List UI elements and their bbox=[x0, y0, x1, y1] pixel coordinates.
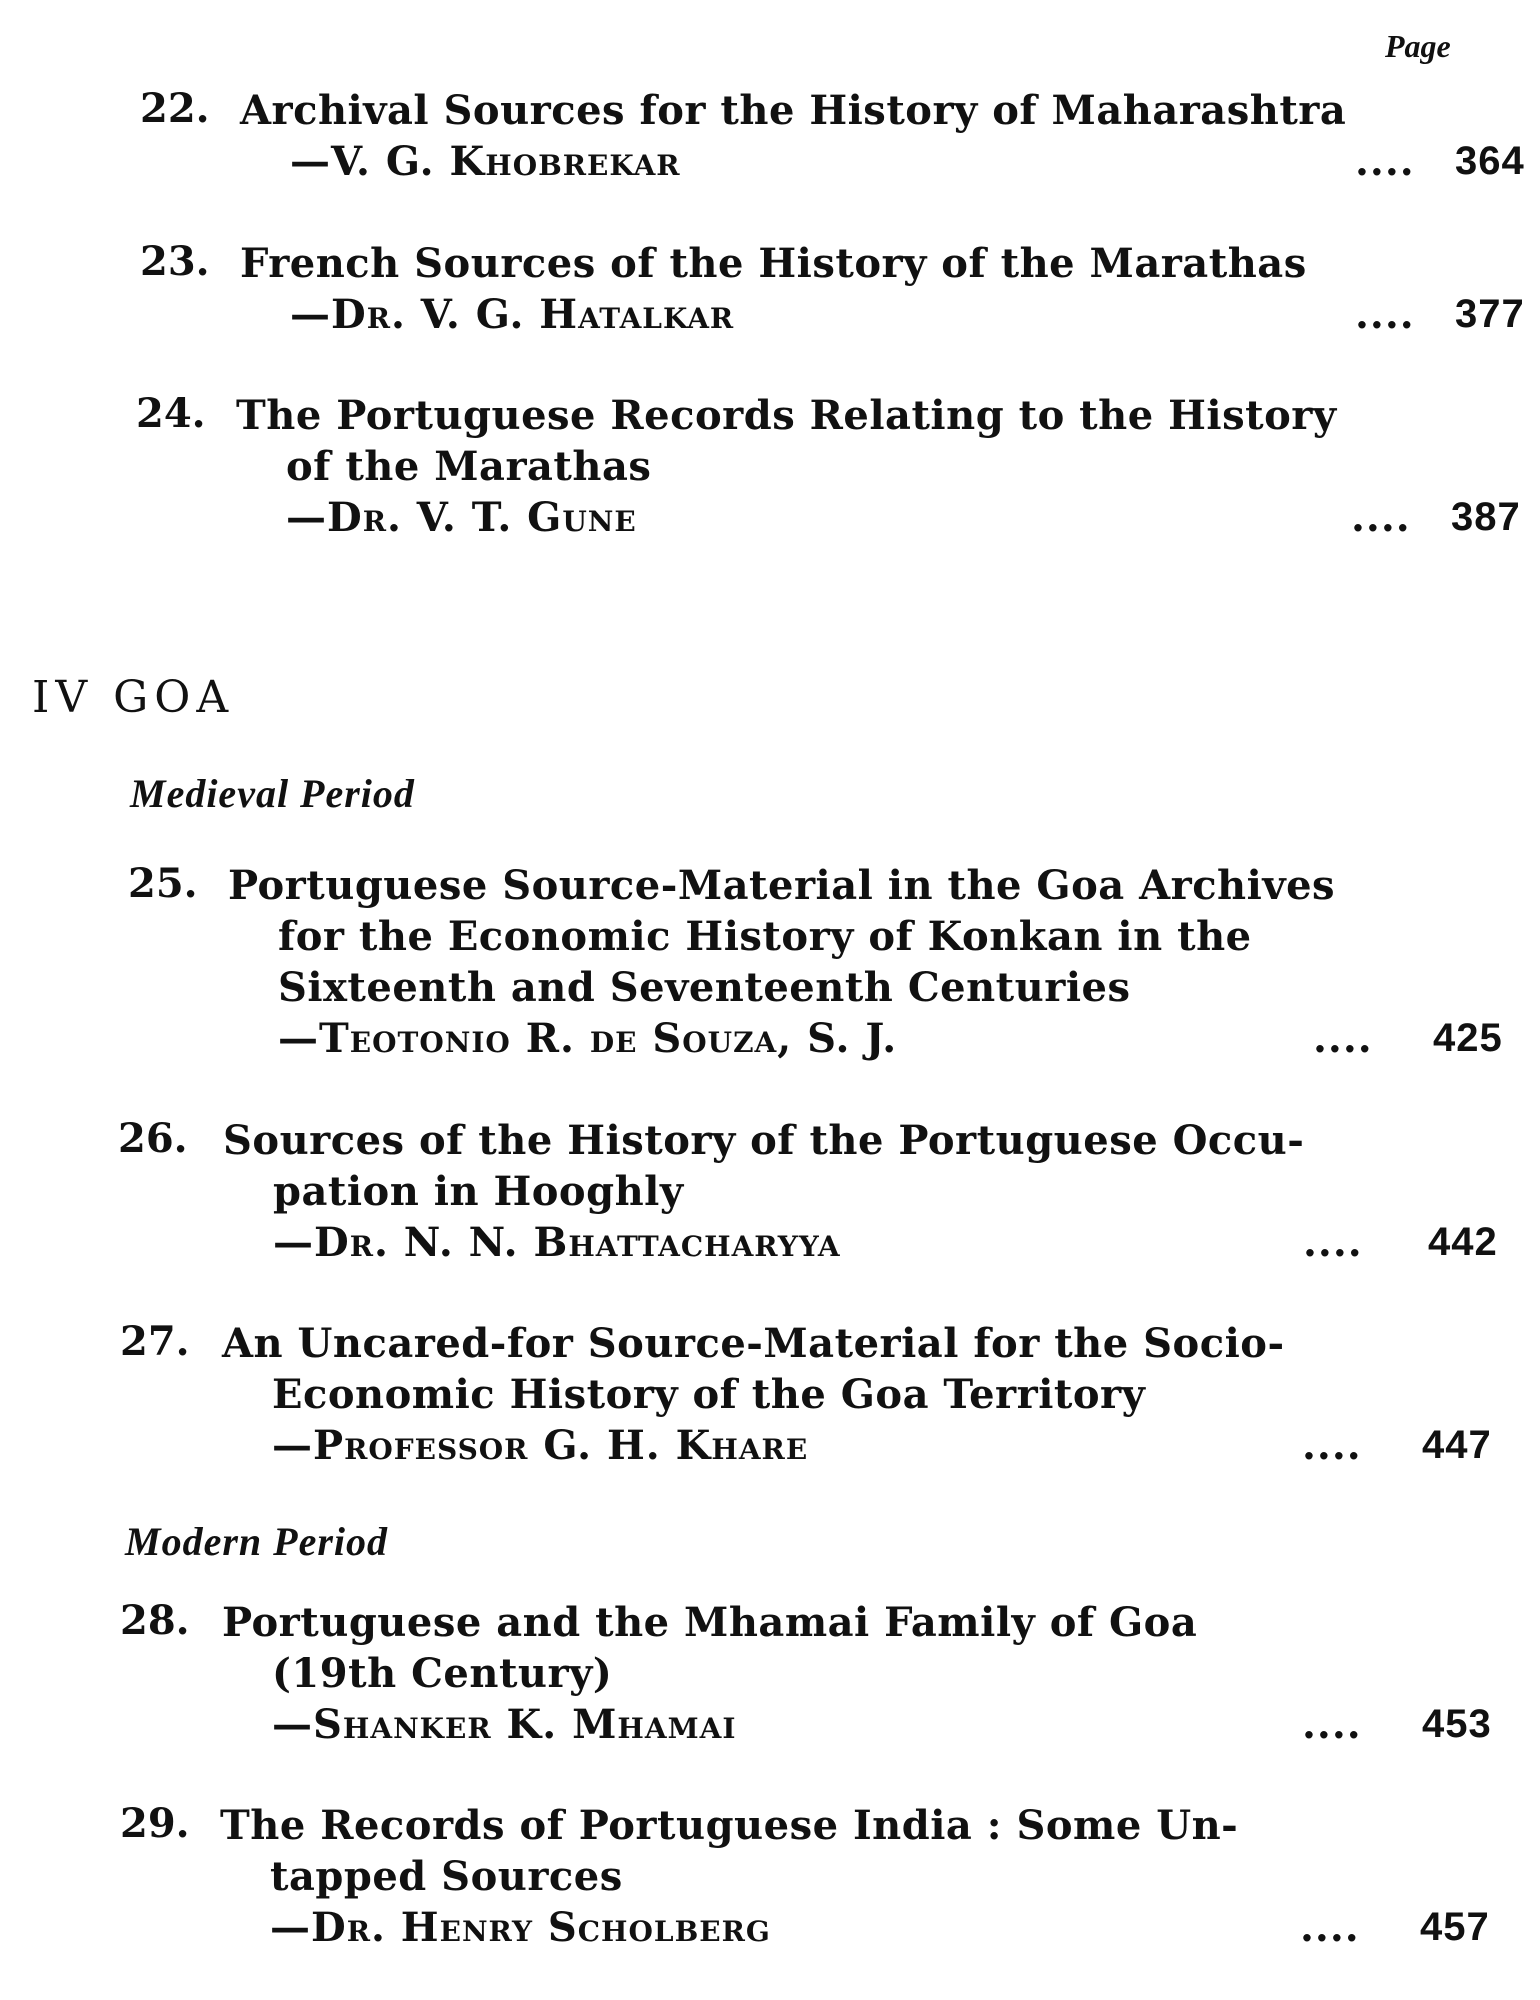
subheading-modern: Modern Period bbox=[125, 1519, 388, 1564]
toc-entry-23[interactable] bbox=[140, 238, 1540, 340]
entry-title-line: tapped Sources bbox=[270, 1853, 623, 1900]
subheading-medieval: Medieval Period bbox=[130, 771, 415, 816]
page-number: 364 bbox=[1455, 139, 1525, 183]
entry-number: 23. bbox=[140, 238, 210, 285]
page-number: 442 bbox=[1428, 1220, 1498, 1264]
entry-number: 25. bbox=[128, 860, 198, 907]
entry-author: —Shanker K. Mhamai .... 453 bbox=[272, 1701, 1492, 1748]
entry-title-line: The Records of Portuguese India : Some Un- bbox=[220, 1802, 1239, 1849]
entry-title-line: Economic History of the Goa Territory bbox=[272, 1371, 1146, 1418]
entry-number: 22. bbox=[140, 85, 210, 132]
leader-dots: .... bbox=[1351, 494, 1411, 541]
entry-number: 26. bbox=[118, 1115, 188, 1162]
page-number: 387 bbox=[1451, 495, 1521, 539]
leader-dots: .... bbox=[1302, 1701, 1362, 1748]
leader-dots: .... bbox=[1300, 1904, 1360, 1951]
entry-title-line: Archival Sources for the History of Maharashtra bbox=[240, 87, 1347, 134]
entry-title-line: French Sources of the History of the Marathas bbox=[240, 240, 1307, 287]
page-number: 425 bbox=[1433, 1016, 1503, 1060]
entry-author: —Teotonio R. de Souza, S. J. .... 425 bbox=[278, 1015, 1503, 1062]
leader-dots: .... bbox=[1355, 138, 1415, 185]
entry-author: —Professor G. H. Khare .... 447 bbox=[272, 1422, 1492, 1469]
entry-author: —Dr. N. N. Bhattacharyya .... 442 bbox=[273, 1219, 1498, 1266]
page-number: 457 bbox=[1420, 1905, 1490, 1949]
entry-title-line: for the Economic History of Konkan in the bbox=[278, 913, 1252, 960]
leader-dots: .... bbox=[1303, 1219, 1363, 1266]
toc-entry-27[interactable] bbox=[120, 1318, 1520, 1471]
entry-number: 24. bbox=[136, 390, 206, 437]
toc-entry-24[interactable] bbox=[136, 390, 1536, 543]
entry-author: —Dr. V. T. Gune .... 387 bbox=[286, 494, 1521, 541]
entry-title-line: Portuguese and the Mhamai Family of Goa bbox=[222, 1599, 1198, 1646]
entry-title-line: The Portuguese Records Relating to the History bbox=[236, 392, 1337, 439]
leader-dots: .... bbox=[1355, 291, 1415, 338]
page-column-label: Page bbox=[1385, 28, 1451, 64]
entry-author: —V. G. Khobrekar .... 364 bbox=[290, 138, 1525, 185]
leader-dots: .... bbox=[1313, 1015, 1373, 1062]
entry-number: 28. bbox=[120, 1597, 190, 1644]
entry-title-line: Sixteenth and Seventeenth Centuries bbox=[278, 964, 1131, 1011]
toc-entry-29[interactable] bbox=[120, 1800, 1520, 1953]
toc-entry-25[interactable] bbox=[128, 860, 1528, 1064]
page-number: 453 bbox=[1422, 1702, 1492, 1746]
entry-author: —Dr. V. G. Hatalkar .... 377 bbox=[290, 291, 1525, 338]
entry-number: 27. bbox=[120, 1318, 190, 1365]
entry-number: 29. bbox=[120, 1800, 190, 1847]
entry-title-line: Sources of the History of the Portuguese Occu- bbox=[223, 1117, 1305, 1164]
toc-entry-26[interactable] bbox=[118, 1115, 1518, 1268]
page-number: 447 bbox=[1422, 1423, 1492, 1467]
page-number: 377 bbox=[1455, 292, 1525, 336]
entry-author: —Dr. Henry Scholberg .... 457 bbox=[270, 1904, 1490, 1951]
entry-title-line: pation in Hooghly bbox=[273, 1168, 684, 1215]
leader-dots: .... bbox=[1302, 1422, 1362, 1469]
entry-title-line: (19th Century) bbox=[272, 1650, 613, 1697]
entry-title-line: of the Marathas bbox=[286, 443, 652, 490]
section-heading-goa: IV GOA bbox=[32, 672, 235, 723]
entry-title-line: An Uncared-for Source-Material for the Socio- bbox=[222, 1320, 1285, 1367]
entry-title-line: Portuguese Source-Material in the Goa Archives bbox=[228, 862, 1336, 909]
toc-entry-28[interactable] bbox=[120, 1597, 1520, 1750]
toc-entry-22[interactable] bbox=[140, 85, 1540, 187]
